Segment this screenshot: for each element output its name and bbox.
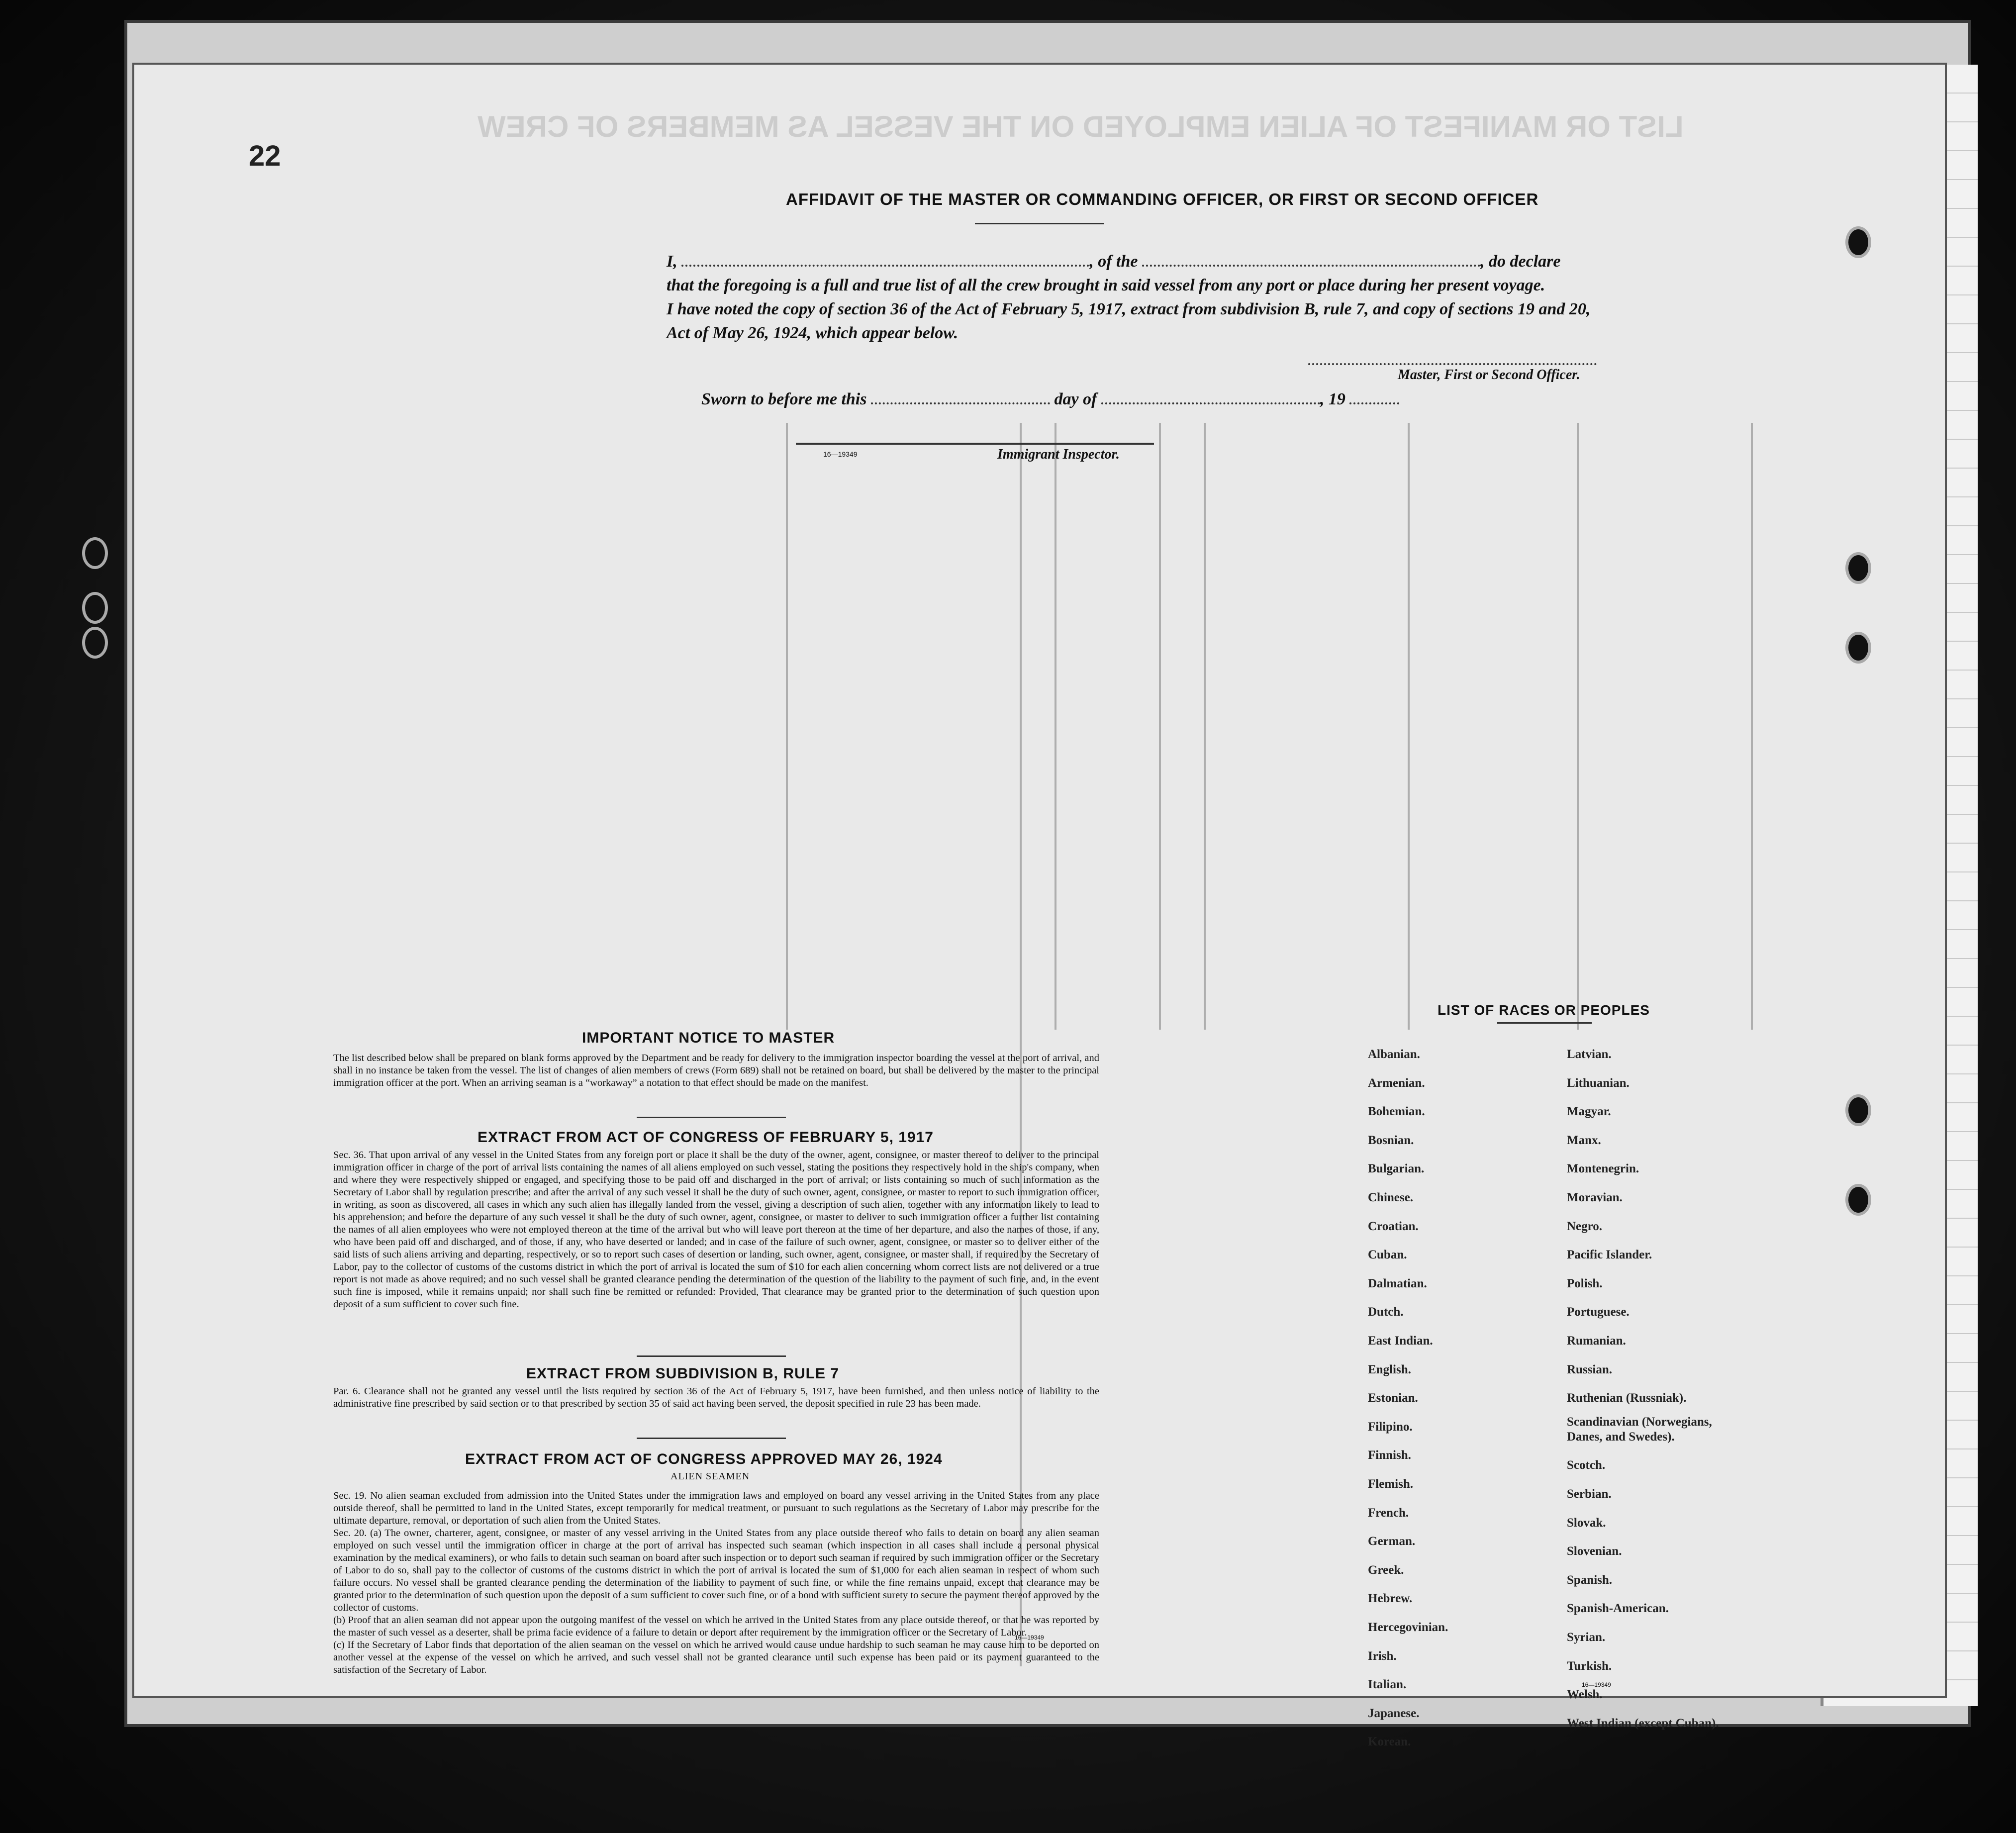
affidavit-line-4: Act of May 26, 1924, which appear below. xyxy=(667,324,959,342)
section-20b-text: (b) Proof that an alien seaman did not appear upon the outgoing manifest of the vessel on which he arrived in the United States from any place outside thereof, or that he was reported by the master of such vessel as a deserter, shall be prima facie evidence of a failure to detain or deport after requirement by the immigration officer or the Secretary of Labor. xyxy=(333,1615,1099,1638)
race-item: Finnish. xyxy=(1368,1448,1411,1462)
extract-form-number: 16—19349 xyxy=(1015,1634,1044,1641)
sworn-day-of: day of xyxy=(1054,390,1097,408)
race-item: Hebrew. xyxy=(1368,1592,1413,1605)
inspector-signature-line xyxy=(796,443,1154,445)
race-item: Scandinavian (Norwegians, xyxy=(1567,1415,1712,1429)
page-number: 22 xyxy=(249,140,281,172)
race-item: Syrian. xyxy=(1567,1631,1606,1644)
inspector-caption: Immigrant Inspector. xyxy=(997,447,1120,462)
affidavit-title: AFFIDAVIT OF THE MASTER OR COMMANDING OFFICER, OR FIRST OR SECOND OFFICER xyxy=(786,190,1539,208)
extract-1917-title: EXTRACT FROM ACT OF CONGRESS OF FEBRUARY 5, 1917 xyxy=(478,1129,934,1146)
race-item: Estonian. xyxy=(1368,1391,1418,1405)
race-item: Serbian. xyxy=(1567,1487,1612,1501)
race-item: Moravian. xyxy=(1567,1191,1623,1204)
race-item: Slovak. xyxy=(1567,1516,1606,1530)
extract-rule7-title: EXTRACT FROM SUBDIVISION B, RULE 7 xyxy=(526,1365,840,1382)
ghost-column-line xyxy=(1751,423,1753,1030)
race-item: Russian. xyxy=(1567,1363,1613,1376)
race-item: Hercegovinian. xyxy=(1368,1621,1448,1634)
ghost-column-line xyxy=(1577,423,1579,1030)
ghost-column-line xyxy=(1159,423,1161,1030)
race-item: Slovenian. xyxy=(1567,1544,1622,1558)
sworn-text: Sworn to before me this xyxy=(701,390,867,408)
race-item: Irish. xyxy=(1368,1649,1397,1663)
extract-1924-text xyxy=(333,1490,1099,1676)
race-item: English. xyxy=(1368,1363,1411,1376)
race-item: Spanish-American. xyxy=(1567,1602,1669,1615)
binder-hole xyxy=(1845,552,1871,584)
race-item: Japanese. xyxy=(1368,1707,1420,1720)
extract-1917-rule xyxy=(637,1355,786,1357)
section-19-text: Sec. 19. No alien seaman excluded from admission into the United States under the immigration laws and employed on board any vessel arriving in the United States from any place outside thereof, shall be permitted to land in the United States, except temporarily for medical treatment, or pursuant to such regulations as the Secretary of Labor may prescribe for the ultimate departure, removal, or deportation of such alien from the United States. xyxy=(333,1490,1099,1526)
affidavit-declare: , do declare xyxy=(1480,252,1561,271)
inspector-form-number: 16—19349 xyxy=(823,450,858,458)
races-title: LIST OF RACES OR PEOPLES xyxy=(1438,1002,1650,1018)
race-item: Magyar. xyxy=(1567,1105,1611,1118)
race-item: Chinese. xyxy=(1368,1191,1413,1204)
binder-hole xyxy=(1845,1094,1871,1126)
affidavit-text xyxy=(667,250,1641,345)
race-item: Filipino. xyxy=(1368,1420,1413,1434)
race-item: Negro. xyxy=(1567,1220,1603,1233)
race-item: Rumanian. xyxy=(1567,1334,1626,1348)
affidavit-of-the: , of the xyxy=(1089,252,1138,271)
race-item: Croatian. xyxy=(1368,1220,1419,1233)
ghost-column-line xyxy=(1055,423,1056,1030)
notice-rule xyxy=(637,1117,786,1118)
affidavit-line-2: that the foregoing is a full and true list of all the crew brought in said vessel from any port or place during her present voyage. xyxy=(667,276,1545,294)
race-item: Bohemian. xyxy=(1368,1105,1425,1118)
sworn-month-blank xyxy=(1101,402,1320,404)
binder-hole xyxy=(82,537,108,569)
ghost-column-line xyxy=(1204,423,1206,1030)
race-item: Latvian. xyxy=(1567,1048,1612,1061)
affidavit-line-1 xyxy=(667,250,1641,274)
race-item: Montenegrin. xyxy=(1567,1162,1639,1175)
name-blank xyxy=(681,265,1089,267)
extract-1924-title: EXTRACT FROM ACT OF CONGRESS APPROVED MAY 26, 1924 xyxy=(465,1451,943,1467)
sworn-year-blank xyxy=(1349,402,1399,404)
race-item: Lithuanian. xyxy=(1567,1076,1630,1090)
races-form-number: 16—19349 xyxy=(1582,1681,1611,1688)
extract-1917-text: Sec. 36. That upon arrival of any vessel in the United States from any foreign port or place it shall be the duty of the owner, agent, consignee, or master thereof to deliver to the principal immigration officer in charge of the port of arrival lists containing the names of all aliens employed on such vessel, stating the positions they respectively hold in the ship's company, when and where they were respectively shipped or engaged, and specifying those to be paid off and discharged in the port of arrival; or lists containing so much of such information as the Secretary of Labor shall by regulation prescribe; and after the arrival of any such vessel it shall be the duty of such owner, agent, consignee, or master to report to such immigration officer, in writing, as soon as discovered, all cases in which any such alien has illegally landed from the vessel, giving a description of such alien, together with any information likely to lead to his apprehension; and before the departure of any such vessel it shall be the duty of such owner, agent, consignee, or master to deliver to such immigration officer a further list containing the names of all alien employees who were not employed thereon at the time of the arrival but who will leave port thereon at the time of her departure, and also the names of those, if any, who have been paid off and discharged, and of those, if any, who have deserted or landed; and in case of the failure of such owner, agent, consignee, or master so to deliver either of the said lists of such aliens arriving and departing, respectively, or so to report such cases of desertion or landing, such owner, agent, consignee, or master shall, if required by the Secretary of Labor, pay to the collector of customs of the customs district in which the port of arrival is located the sum of $10 for each alien concerning whom correct lists are not delivered or a true report is not made as above required; and no such vessel shall be granted clearance pending the determination of the question of the liability to the payment of such fine, and, in the event such fine is imposed, while it remains unpaid; nor shall such fine be remitted or refunded: Provided, That clearance may be granted prior to the determination of such question upon deposit of a sum sufficient to cover such fine. xyxy=(333,1150,1099,1310)
title-rule xyxy=(975,223,1104,224)
race-item: West Indian (except Cuban). xyxy=(1567,1717,1719,1730)
binder-hole xyxy=(1845,632,1871,664)
race-item: Armenian. xyxy=(1368,1076,1425,1090)
race-item: Turkish. xyxy=(1567,1659,1612,1673)
binder-hole xyxy=(82,627,108,659)
race-item: Cuban. xyxy=(1368,1248,1407,1261)
extract-1924-subtitle: ALIEN SEAMEN xyxy=(671,1471,750,1482)
race-item: Italian. xyxy=(1368,1678,1407,1691)
race-item: Ruthenian (Russniak). xyxy=(1567,1391,1687,1405)
race-item: Flemish. xyxy=(1368,1477,1413,1491)
ghost-column-line xyxy=(1408,423,1410,1030)
section-20c-text: (c) If the Secretary of Labor finds that deportation of the alien seaman on the vessel on which he arrived would cause undue hardship to such seaman he may cause him to be deported on another vessel at the expense of the vessel on which he arrived, and such vessel shall not be granted clearance until such expense has been paid or its payment guaranteed to the satisfaction of the Secretary of Labor. xyxy=(333,1640,1099,1675)
race-item: Polish. xyxy=(1567,1277,1603,1290)
race-item: Scotch. xyxy=(1567,1458,1606,1472)
race-item: Korean. xyxy=(1368,1735,1411,1748)
races-rule xyxy=(1497,1022,1592,1024)
race-item: Spanish. xyxy=(1567,1573,1613,1587)
race-item: Greek. xyxy=(1368,1563,1404,1577)
ghost-column-line xyxy=(1020,423,1022,1666)
race-item: Welsh. xyxy=(1567,1688,1603,1701)
race-item: Manx. xyxy=(1567,1134,1601,1147)
race-item: Bosnian. xyxy=(1368,1134,1414,1147)
binder-hole xyxy=(82,592,108,624)
affidavit-line-3: I have noted the copy of section 36 of the Act of February 5, 1917, extract from subdivision B, rule 7, and copy of sections 19 and 20, xyxy=(667,300,1591,318)
binder-hole xyxy=(1845,1184,1871,1216)
extract-rule7-rule xyxy=(637,1438,786,1439)
manifest-page xyxy=(134,65,1945,1748)
notice-title: IMPORTANT NOTICE TO MASTER xyxy=(582,1030,835,1046)
race-item: Portuguese. xyxy=(1567,1305,1630,1319)
sworn-year: , 19 xyxy=(1320,390,1345,408)
race-item: Bulgarian. xyxy=(1368,1162,1425,1175)
race-item: Pacific Islander. xyxy=(1567,1248,1652,1261)
race-item: Albanian. xyxy=(1368,1048,1420,1061)
race-item: Dutch. xyxy=(1368,1305,1404,1319)
vessel-blank xyxy=(1142,265,1480,267)
affidavit-i: I, xyxy=(667,252,677,271)
bleed-through-title: LIST OR MANIFEST OF ALIEN EMPLOYED ON THE VESSEL AS MEMBERS OF CREW xyxy=(478,110,1684,143)
notice-text: The list described below shall be prepared on blank forms approved by the Department and be ready for delivery to the immigration inspector boarding the vessel at the port of arrival, and shall in no instance be taken from the vessel. The list of changes of alien members of crews (Form 689) shall not be retained on board, but shall be delivered by the master to the principal immigration officer at the port. When an arriving seaman is a “workaway” a notation to that effect should be made on the manifest. xyxy=(333,1053,1099,1088)
race-item: Danes, and Swedes). xyxy=(1567,1430,1675,1444)
master-caption: Master, First or Second Officer. xyxy=(1398,367,1580,383)
race-item: French. xyxy=(1368,1506,1409,1520)
sworn-line xyxy=(701,390,1399,409)
binder-hole xyxy=(1845,226,1871,258)
ghost-column-line xyxy=(786,423,788,1030)
race-item: East Indian. xyxy=(1368,1334,1433,1348)
extract-rule7-text: Par. 6. Clearance shall not be granted any vessel until the lists required by section 36 of the Act of February 5, 1917, have been furnished, and then unless notice of liability to the administrative fine prescribed by said section or to that prescribed by section 35 of said act having been served, the deposit specified in rule 23 has been made. xyxy=(333,1386,1099,1409)
master-signature-line xyxy=(1308,363,1597,365)
sworn-day-blank xyxy=(871,402,1050,404)
race-item: German. xyxy=(1368,1535,1416,1548)
race-item: Dalmatian. xyxy=(1368,1277,1427,1290)
section-20a-text: Sec. 20. (a) The owner, charterer, agent, consignee, or master of any vessel arriving in the United States from any place outside thereof who fails to detain on board any alien seaman employed on such vessel until the immigration officer in charge at the port of arrival has inspected such seaman (which inspection in all cases shall include a personal physical examination by the medical examiners), or who fails to detain such seaman on board after such inspection or to deport such seaman if required by such immigration officer or the Secretary of Labor to do so, shall pay to the collector of customs of the customs district in which the port of arrival is located the sum of $1,000 for each alien seaman in respect of whom such failure occurs. No vessel shall be granted clearance pending the determination of the liability to payment of such fine, or while the fine remains unpaid, except that clearance may be granted prior to the determination of such question upon the deposit of a sum sufficient to cover such fine, or of a bond with sufficient surety to secure the payment thereof approved by the collector of customs. xyxy=(333,1528,1099,1613)
